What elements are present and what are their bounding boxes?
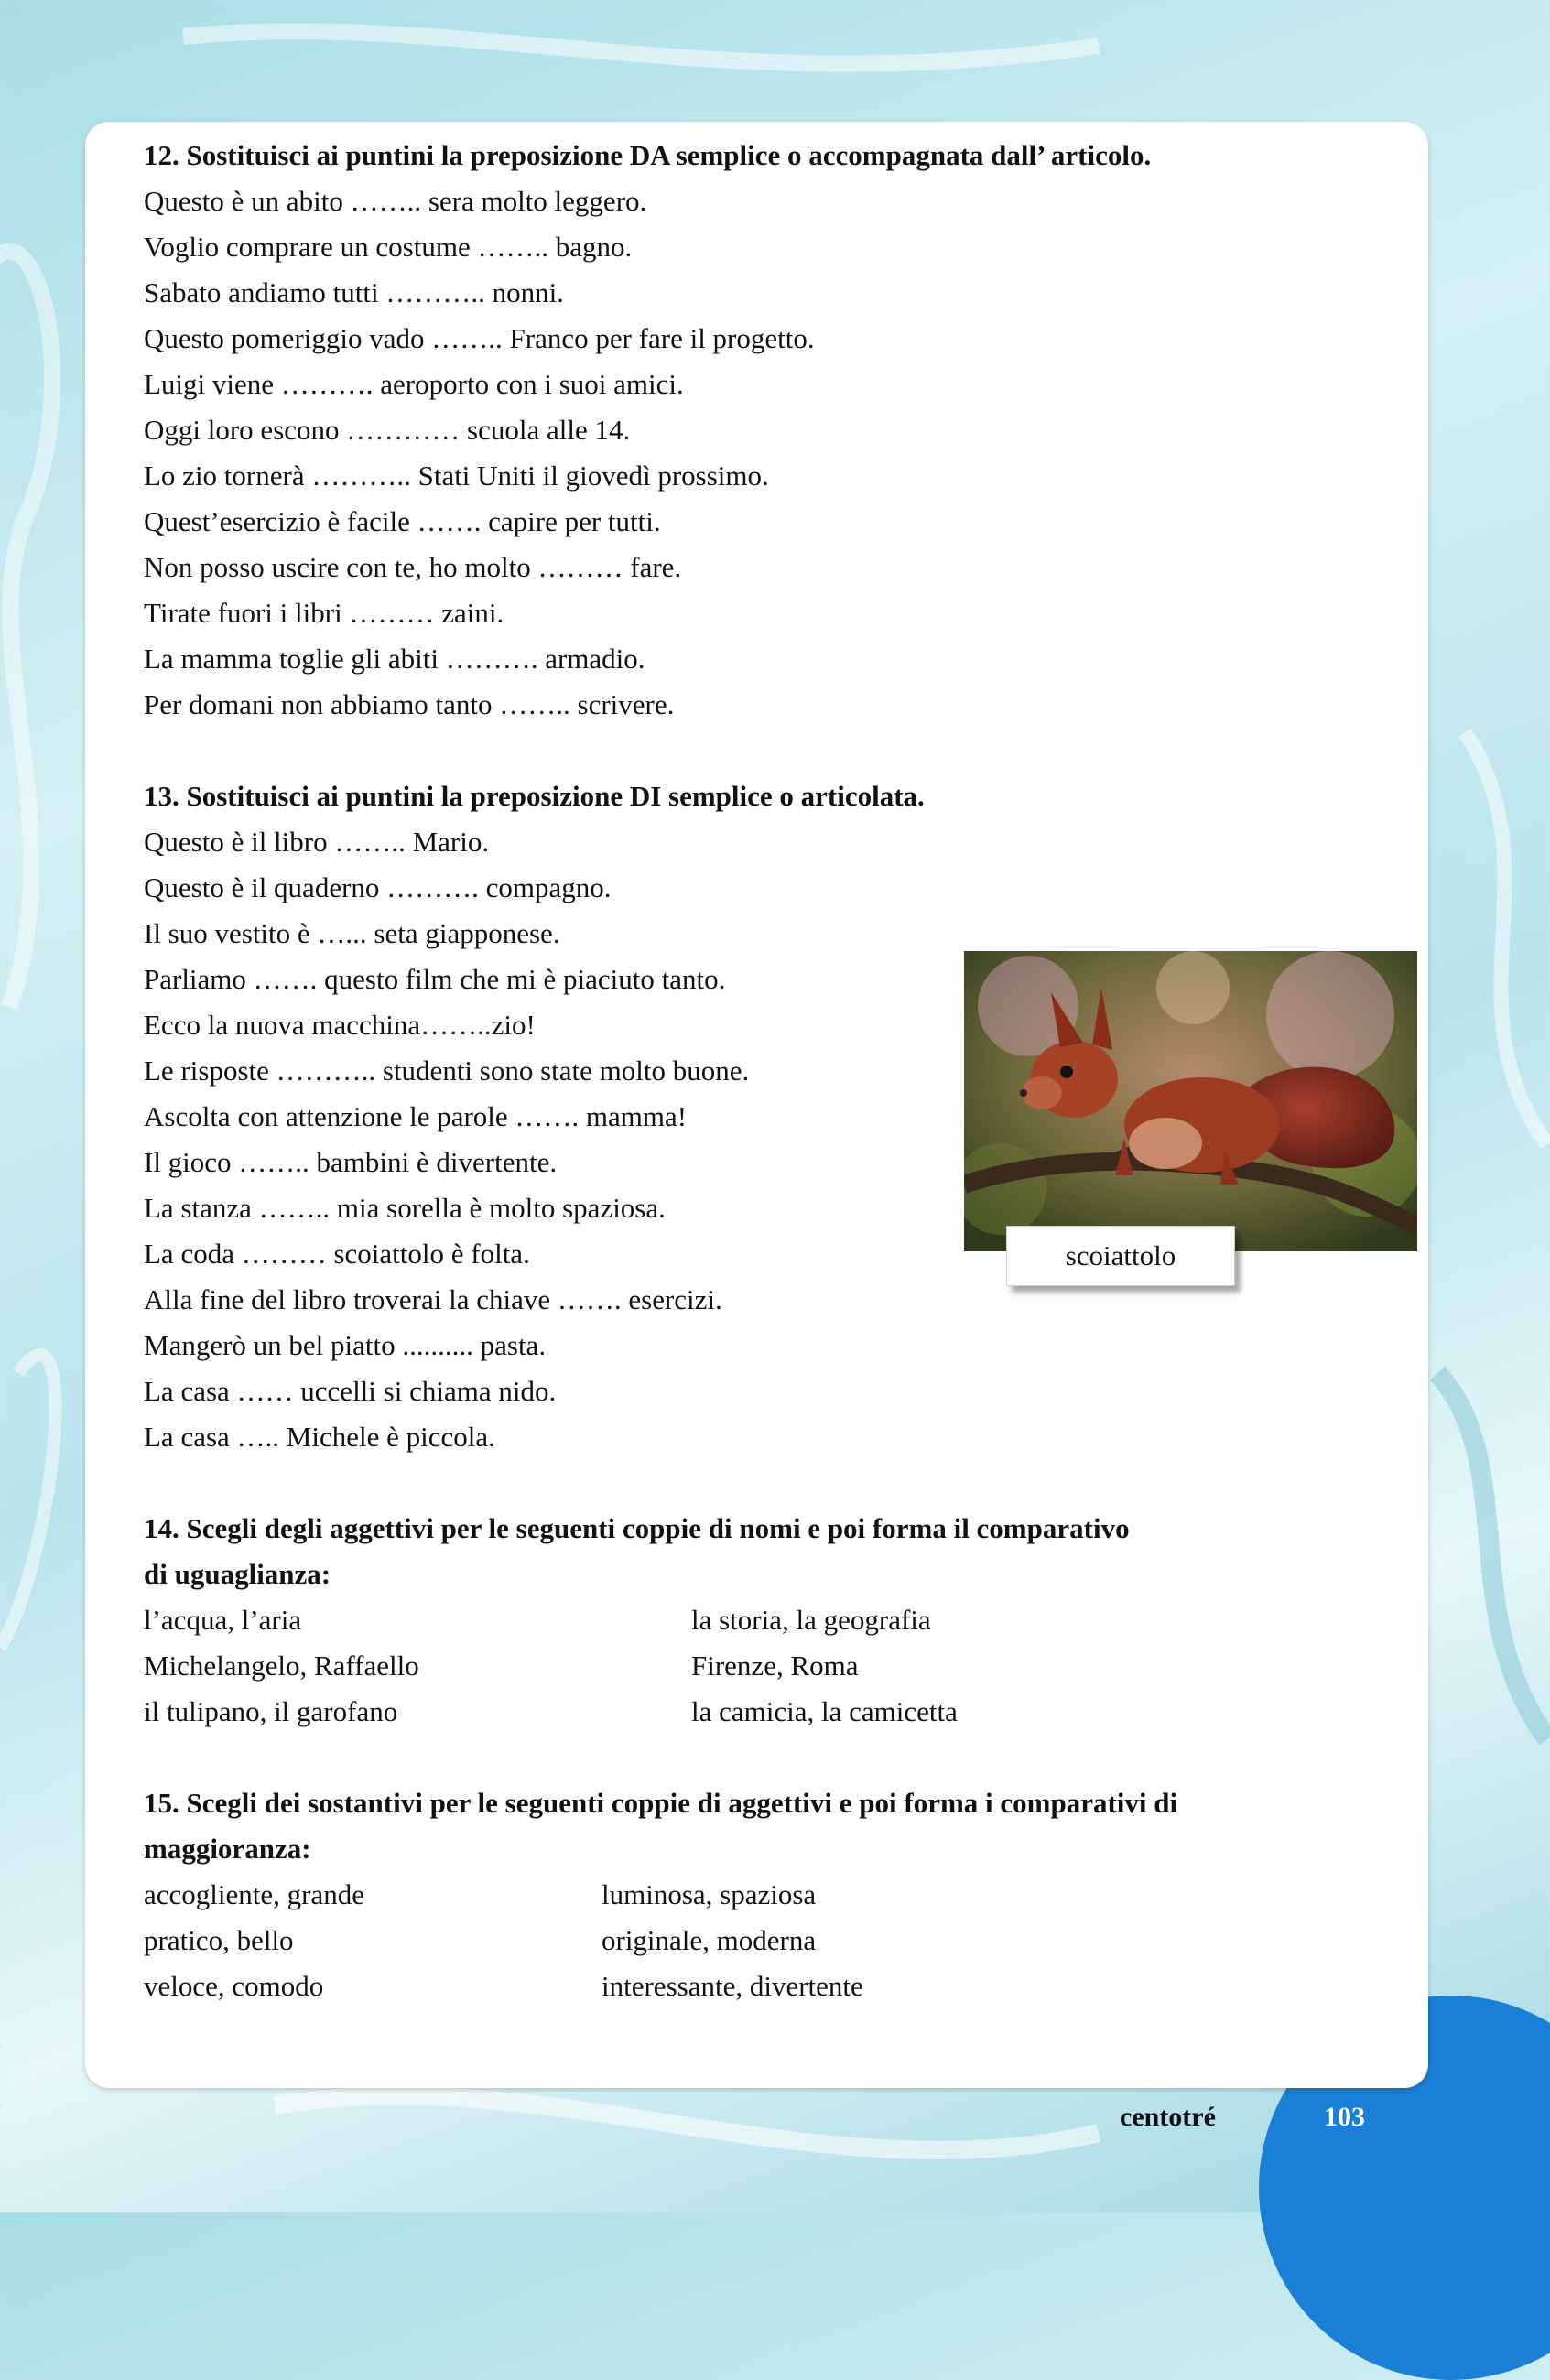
exercise-12-line: Sabato andiamo tutti ……….. nonni. [144,276,564,308]
exercise-12-line: Tirate fuori i libri ……… zaini. [144,597,504,629]
exercise-12-title: 12. Sostituisci ai puntini la preposizione DA semplice o accompagnata dall’ articolo. [144,139,1152,171]
exercise-13-line: La casa …… uccelli si chiama nido. [144,1375,557,1407]
exercise-12-line: Quest’esercizio è facile ……. capire per tutti. [144,505,661,537]
exercise-12-line: Non posso uscire con te, ho molto ……… fare. [144,551,682,583]
exercise-13-line: La stanza …….. mia sorella è molto spaziosa. [144,1192,666,1224]
exercise-12-line: Lo zio tornerà ……….. Stati Uniti il giovedì prossimo. [144,460,769,492]
exercise-14-left-item: il tulipano, il garofano [144,1695,398,1727]
exercise-14-left-item: Michelangelo, Raffaello [144,1650,419,1682]
exercise-13-line: Mangerò un bel piatto .......... pasta. [144,1329,547,1361]
exercise-13-title: 13. Sostituisci ai puntini la preposizione DI semplice o articolata. [144,780,925,812]
exercise-13-line: Ascolta con attenzione le parole ……. mamma! [144,1100,688,1132]
exercise-13-line: La casa ….. Michele è piccola. [144,1421,495,1453]
exercise-15-title-cont: maggioranza: [144,1833,311,1865]
exercise-13-line: Alla fine del libro troverai la chiave ……. esercizi. [144,1283,722,1315]
page-number-word: centotré [1120,2102,1216,2132]
exercise-13-line: Parliamo ……. questo film che mi è piaciuto tanto. [144,963,726,995]
exercise-14-right-item: Firenze, Roma [691,1650,859,1682]
exercise-13-line: Il gioco …….. bambini è divertente. [144,1146,558,1178]
exercise-14-right-item: la camicia, la camicetta [691,1695,958,1727]
photo-caption: scoiattolo [1006,1226,1235,1286]
squirrel-photo [964,951,1417,1251]
exercise-13-line: Questo è il libro …….. Mario. [144,826,490,858]
exercise-15-right-item: luminosa, spaziosa [602,1878,817,1910]
exercise-12-line: Oggi loro escono ………… scuola alle 14. [144,414,631,446]
exercise-12-line: Questo pomeriggio vado …….. Franco per fare il progetto. [144,322,815,354]
exercise-14-right-item: la storia, la geografia [691,1604,931,1636]
exercise-12-line: Per domani non abbiamo tanto …….. scrivere. [144,688,675,720]
exercise-13-line: Ecco la nuova macchina……..zio! [144,1009,536,1041]
exercise-15-left-item: accogliente, grande [144,1878,364,1910]
exercise-14-title-cont: di uguaglianza: [144,1558,331,1590]
exercise-15-title: 15. Scegli dei sostantivi per le seguenti coppie di aggettivi e poi forma i comparativi di [144,1787,1178,1819]
exercise-12-line: Questo è un abito …….. sera molto leggero. [144,185,647,217]
exercise-12-line: Luigi viene ………. aeroporto con i suoi amici. [144,368,684,400]
exercise-13-line: Questo è il quaderno ………. compagno. [144,871,612,903]
exercise-15-left-item: pratico, bello [144,1924,294,1956]
exercise-12-line: Voglio comprare un costume …….. bagno. [144,231,633,263]
exercise-15-left-item: veloce, comodo [144,1970,324,2002]
exercise-15-right-item: originale, moderna [602,1924,817,1956]
exercise-13-line: Le risposte ……….. studenti sono state molto buone. [144,1055,750,1087]
exercise-15-right-item: interessante, divertente [602,1970,863,2002]
exercise-12-line: La mamma toglie gli abiti ………. armadio. [144,643,645,675]
exercise-13-line: Il suo vestito è …... seta giapponese. [144,917,560,949]
exercise-13-line: La coda ……… scoiattolo è folta. [144,1238,530,1270]
page-number: 103 [1324,2102,1365,2132]
exercise-14-title: 14. Scegli degli aggettivi per le seguenti coppie di nomi e poi forma il comparativo [144,1512,1130,1544]
exercise-14-left-item: l’acqua, l’aria [144,1604,302,1636]
